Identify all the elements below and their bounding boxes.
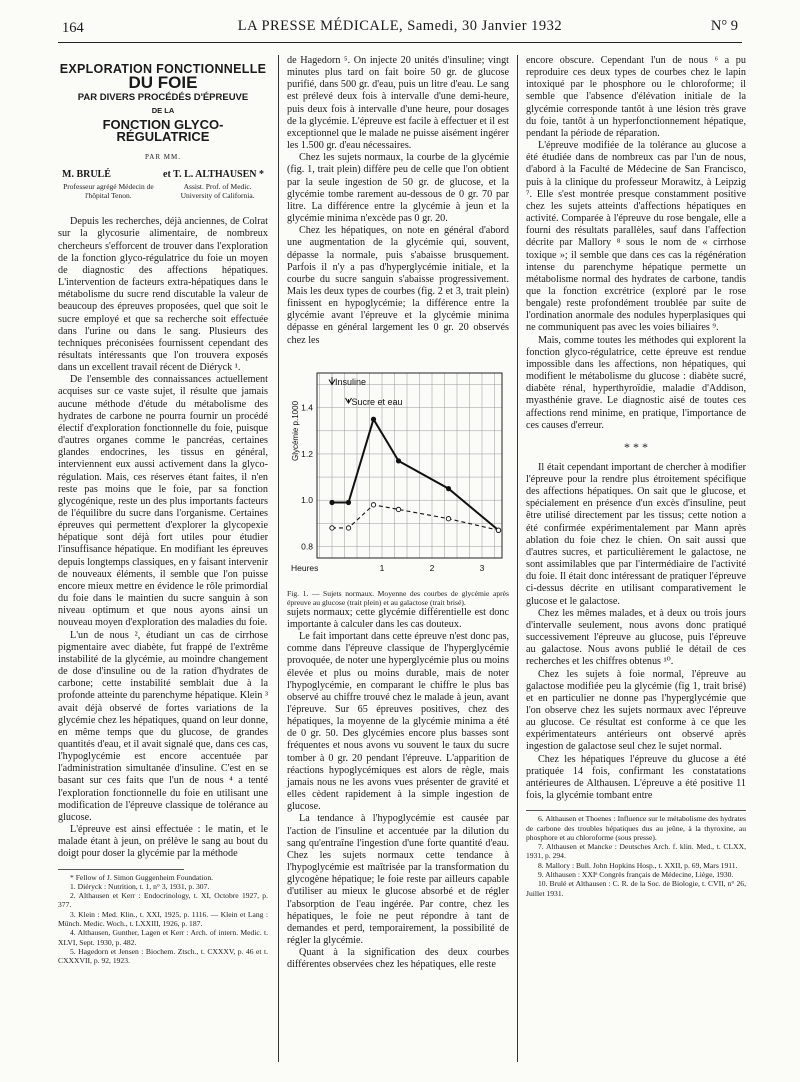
paragraph: Quant à la signification des deux courbes différentes observées chez les hépatiques, elle reste <box>287 947 509 971</box>
x-tick-label: 2 <box>429 562 435 573</box>
glucose-data-point <box>446 486 451 491</box>
affiliation: Professeur agrégé Médecin de l'hôpital Tenon. <box>63 182 154 201</box>
figure-1 <box>287 353 509 585</box>
affiliation: Assist. Prof. of Medic. University of California. <box>180 182 255 201</box>
affiliations <box>58 182 268 200</box>
paragraph: Chez les hépatiques, on note en général d'abord une augmentation de la glycémie qui, souvent, dépasse la normale, puis s'abaisse brusquement. Parfois il n'y a pas d'hyperglycémie initiale, et la courbe du sucre sanguin s'abaisse progressivement. Mais les deux types de courbes (fig. 2 et 3, trait plein) finissent en hypoglycémie; la différence entre la glycémie avant l'épreuve et la glycémie minima dépasse en général largement les 0 gr. 20 observés chez les <box>287 225 509 346</box>
page-number: 164 <box>62 20 84 36</box>
y-tick-label: 1.4 <box>301 402 313 413</box>
issue-number: N° 9 <box>710 18 738 34</box>
by-line: PAR MM. <box>145 152 181 161</box>
title-line: PAR DIVERS PROCÉDÉS D'ÉPREUVE <box>77 92 249 104</box>
glucose-data-point <box>329 500 334 505</box>
section-break: * * * <box>624 439 648 454</box>
x-tick-label: 3 <box>479 562 485 573</box>
title-line: DE LA <box>151 106 175 116</box>
paragraph: Chez les sujets à foie normal, l'épreuve au galactose modifiée peu la glycémie (fig 1, trait brisé) et en particulier ne donne pas l'hyperglycémie que l'on observe chez les sujets normaux avec l'épreuve au glucose. Ce résultat est conforme à ce que les expérimentateurs antérieurs ont observé après ingestion de galactose seul chez le sujet normal. <box>526 668 746 753</box>
footnote: 3. Klein : Med. Klin., t. XXI, 1925, p. 1116. — Klein et Lang : Münch. Medic. Woch., t. LXXIII, 1926, p. 187. <box>58 909 268 929</box>
column-divider <box>517 55 518 1062</box>
insuline-label: Insuline <box>335 376 367 387</box>
footnote: 5. Hagedorn et Jensen : Biochem. Ztsch., t. CXXXV, p. 46 et t. CXXXVII, p. 92, 1923. <box>58 946 268 966</box>
paragraph: sujets normaux; cette glycémie différentielle est donc importante à calculer dans les cas douteux. <box>287 606 509 630</box>
galactose-data-point <box>346 525 350 529</box>
y-tick-label: 1.2 <box>301 448 313 459</box>
footnote-rule <box>526 810 746 811</box>
paragraph: Chez les mêmes malades, et à deux ou trois jours d'intervalle seulement, nous avons donc pratiqué successivement l'épreuve au glucose, puis l'épreuve au galactose. Nous avons publié le détail de ces recherches et les chiffres obtenus ¹⁰. <box>526 607 746 668</box>
glycemia-chart <box>287 353 509 585</box>
figure-caption: Fig. 1. — Sujets normaux. Moyenne des courbes de glycémie après épreuve au glucose (trait plein) et au galactose (trait brisé). <box>287 588 509 607</box>
paragraph: La tendance à l'hypoglycémie est causée par l'action de l'insuline et accentuée par la dilution du sang qu'entraîne l'ingestion d'une forte quantité d'eau. Chez les sujets normaux cette tendance à l'hypoglycémie est maîtrisée par la transformation du glycogène hépatique; le foie reste par ailleurs capable d'utiliser au mieux le glucose absorbé et de régler l'absorption de l'eau ingérée. Par contre, chez les hépatiques, le foie ne peut répondre à tant de demandes et perd, temporairement, la possibilité de régler la glycémie. <box>287 813 509 946</box>
footnote: 6. Althausen et Thoenes : Influence sur le métabolisme des hydrates de carbone des troubles hépatiques dus au jeûne, à la thyroxine, au phosphore et au chloroforme (sous presse). <box>526 814 746 842</box>
author-name: M. BRULÉ <box>62 169 111 181</box>
footnote-rule <box>58 869 184 870</box>
paragraph: L'un de nous ², étudiant un cas de cirrhose pigmentaire avec diabète, fut frappé de l'extrême instabilité de la glycémie, au moindre changement de dose d'insuline ou de la ration d'hydrates de carbone; cette instabilité semblait due à la profonde atteinte du parenchyme hépatique. Klein ³ avait déjà observé de fortes variations de la glycémie chez les hépatiques, quand on leur donne, en même temps que du glucose, de grandes quantités d'eau, et il avait signalé que, dans ces cas, l'hypoglycémie est encore accentuée par l'administration simultanée d'insuline. C'est en se basant sur ces faits que l'un de nous ⁴ a tenté l'exploration fonctionnelle du foie en utilisant une modification de l'épreuve classique de tolérance au glucose. <box>58 629 268 823</box>
y-tick-label: 0.8 <box>301 541 313 552</box>
footnote: 2. Althausen et Kerr : Endocrinology, t. XI, Octobre 1927, p. 377. <box>58 891 268 910</box>
footnote: 10. Brulé et Althausen : C. R. de la Soc. de Biologie, t. CVII, n° 26, Juillet 1931. <box>526 879 746 898</box>
paragraph: Chez les hépatiques l'épreuve du glucose a été pratiquée 14 fois, confirmant les constatations antérieures de Althausen. L'épreuve a été positive 11 fois, la glycémie tombant entre <box>526 753 746 802</box>
glucose-data-point <box>371 416 376 421</box>
paragraph: Le fait important dans cette épreuve n'est donc pas, comme dans l'épreuve classique de l'hyperglycémie provoquée, de noter une hyperglycémie plus ou moins élevée et plus ou moins durable, mais de noter l'hypoglycémie, en comparant le chiffre le plus bas observé au chiffre trouvé chez le malade à jeun, avant l'épreuve. Sur 65 épreuves positives, chez des hépatiques, la moyenne de la glycémie minima a été de 0 gr. 50. Des glycémies encore plus basses sont fréquentes et nous avons vu souvent le taux du sucre tomber à 0 gr. 20 pendant l'épreuve. L'apparition de réactions hypoglycémiques est alors de règle, mais jamais nous ne les avons vues présenter de gravité et elles cèdent rapidement à la simple ingestion de glucose. <box>287 631 509 813</box>
footnote: * Fellow of J. Simon Guggenheim Foundation. <box>70 872 214 882</box>
title-line: DU FOIE <box>128 73 198 93</box>
galactose-data-point <box>371 502 375 506</box>
paragraph: L'épreuve modifiée de la tolérance au glucose a été étudiée dans de nombreux cas par l'un de nous, d'abord à la Faculté de Médecine de San Francisco, puis à la clinique du professeur Morawitz, à Leipzig ⁷. Elle s'est montrée presque constamment positive chez les sujets atteints d'affections hépatiques en activité. Comparée à l'épreuve du rose bengale, elle a fourni des résultats parallèles, sauf dans l'affection décrite par Mallory ⁸ sous le nom de « cirrhose toxique »; il semble que dans ces cas la régénération intense du parenchyme hépatique permette un métabolisme normal des hydrates de carbone, tandis que la fonction excrétrice (exploré par le rose bengale) reste profondément troublée par suite de l'ordination anormale des nodules hyperplasiques qui ne communiquent pas avec les voies biliaires ⁹. <box>526 140 746 334</box>
column-1 <box>58 55 268 966</box>
footnote: 1. Diéryck : Nutrition, t. 1, n° 3, 1931, p. 307. <box>70 881 210 891</box>
author-name: et T. L. ALTHAUSEN * <box>163 169 264 181</box>
paragraph: Mais, comme toutes les méthodes qui explorent la fonction glyco-régulatrice, cette épreuve est rendue impossible dans les affections, non hépatiques, qui modifient le métabolisme du glucose : diabète sucré, diabète rénal, hyperthyroïdie, maladie d'Addison, myasthénie grave. Le diagnostic aisé de toutes ces affections rend minime, en pratique, l'importance de ces causes d'erreur. <box>526 334 746 431</box>
paragraph: L'épreuve est ainsi effectuée : le matin, et le malade étant à jeun, on prélève le sang au bout du doigt pour doser la glycémie par la méthode <box>58 824 268 860</box>
footnote: 8. Mallory : Bull. John Hopkins Hosp., t. XXII, p. 69, Mars 1911. <box>538 860 738 870</box>
galactose-data-point <box>446 516 450 520</box>
column-divider <box>278 55 279 1062</box>
paragraph: de Hagedorn ⁵. On injecte 20 unités d'insuline; vingt minutes plus tard on fait boire 50 gr. de glucose purifié, dans 500 gr. d'eau, puis un litre d'eau. Le sang est prélevé deux fois à intervalle d'une demi-heure, puis deux fois à intervalle d'une heure, pour dosages de la glycémie. L'épreuve est facile à effectuer et il est exceptionnel que le malade ne puisse aisément ingérer les 1.500 gr. d'eau nécessaires. <box>287 55 509 152</box>
y-tick-label: 1.0 <box>301 494 313 505</box>
paragraph: Il était cependant important de chercher à modifier l'épreuve pour la rendre plus étroitement spécifique des affections hépatiques. On sait que le glucose, et spécialement en présence d'un excès d'insuline, peut être utilisé directement par les tissus; cette notion a été confirmée expérimentalement par Mann après ablation du foie chez le chien. On sait aussi que d'autres sucres, et particulièrement le galactose, ne sont assimilables que par l'intermédiaire de l'activité du foie. Il était donc intéressant de pratiquer l'épreuve ci-dessus décrite en utilisant comparativement le glucose et le galactose. <box>526 461 746 607</box>
article-title <box>58 63 268 163</box>
header-rule <box>58 42 742 43</box>
footnote: 7. Althausen et Mancke : Deutsches Arch. f. klin. Med., t. CLXX, 1931, p. 294. <box>526 842 746 861</box>
title-line: EXPLORATION FONCTIONNELLE <box>59 62 267 76</box>
paragraph: encore obscure. Cependant l'un de nous ⁶ a pu reproduire ces deux types de courbes chez le lapin intoxiqué par le phosphore ou le chloroforme; il semble que l'absence d'élévation initiale de la glycémie corresponde tantôt à une lésion très grave du foie, tantôt à un hyperfonctionnement hépatique, pendant la période de réparation. <box>526 55 746 139</box>
y-axis-label: Glycémie p.1000 <box>291 400 300 461</box>
galactose-data-point <box>496 528 500 532</box>
column-2 <box>287 55 509 971</box>
glucose-data-point <box>346 500 351 505</box>
footnote: 9. Althausen : XXIᵉ Congrès français de Médecine, Liège, 1930. <box>538 870 734 879</box>
running-header <box>62 18 738 40</box>
paragraph: Chez les sujets normaux, la courbe de la glycémie (fig. 1, trait plein) diffère peu de celle que l'on obtient par la seule ingestion de 50 gr. de glucose, et la glycémie tombe rarement au-dessous de 0 gr. 70 par litre. La différence entre la glycémie à jeun et la glycémie minima n'excède pas 0 gr. 20. <box>287 152 509 225</box>
galactose-data-point <box>396 507 400 511</box>
body-text <box>58 216 268 860</box>
title-line: FONCTION GLYCO-RÉGULATRICE <box>102 116 224 144</box>
authors <box>58 169 268 181</box>
paragraph: Depuis les recherches, déjà anciennes, de Colrat sur la glycosurie alimentaire, de nombreux chercheurs s'efforcent de trouver dans l'exploration de la fonction glyco-régulatrice du foie un moyen de diagnostic des affections hépatiques. L'intervention de facteurs extra-hépatiques dans le métabolisme du sucre rend discutable la valeur de beaucoup des épreuves proposées, quel que soit le sucre employé et que sa recherche soit effectuée dans l'urine ou dans le sang. Plusieurs des techniques préconisées fournissent cependant des résultats intéressants que l'on trouvera exposés dans un excellent travail récent de Diéryck ¹. <box>58 216 268 374</box>
footnote: 4. Althausen, Gunther, Lagen et Kerr : Arch. of intern. Medic. t. XLVI, Sept. 1930, p. 482. <box>58 928 268 947</box>
x-axis-label: Heures <box>291 562 319 573</box>
glucose-data-point <box>396 458 401 463</box>
sucre-eau-label: Sucre et eau <box>351 396 403 407</box>
paragraph: De l'ensemble des connaissances actuellement acquises sur ce vaste sujet, il résulte que jamais aucune méthode d'étude du métabolisme des hydrates de carbone ne pourra fournir un procédé électif d'exploration fonctionnelle du foie, puisque d'autres organes comme le pancréas, certaines glandes endocrines, les tissus en général, interviennent eux aussi activement dans la glyco-régulation. Mais, ces réserves étant faites, il n'en reste pas moins que le foie, par sa fonction glycogénique, reste un des plus importants facteurs de l'équilibre du sucre dans l'organisme. Certaines épreuves qui permettent d'explorer la glycopexie hépatique sont déjà fort utiles pour étudier l'insuffisance hépatique. En modifiant les épreuves depuis longtemps classiques, en y faisant intervenir de nouveaux éléments, il semble que l'on puisse encore mieux mettre en évidence le rôle primordial du foie dans le maintien du sucre sanguin à son niveau optimum et que nous ayons ainsi un nouveau moyen d'exploration des maladies du foie. <box>58 374 268 629</box>
galactose-data-point <box>330 525 334 529</box>
journal-title: LA PRESSE MÉDICALE, Samedi, 30 Janvier 1932 <box>237 18 563 34</box>
x-tick-label: 1 <box>379 562 385 573</box>
column-3 <box>526 55 746 898</box>
